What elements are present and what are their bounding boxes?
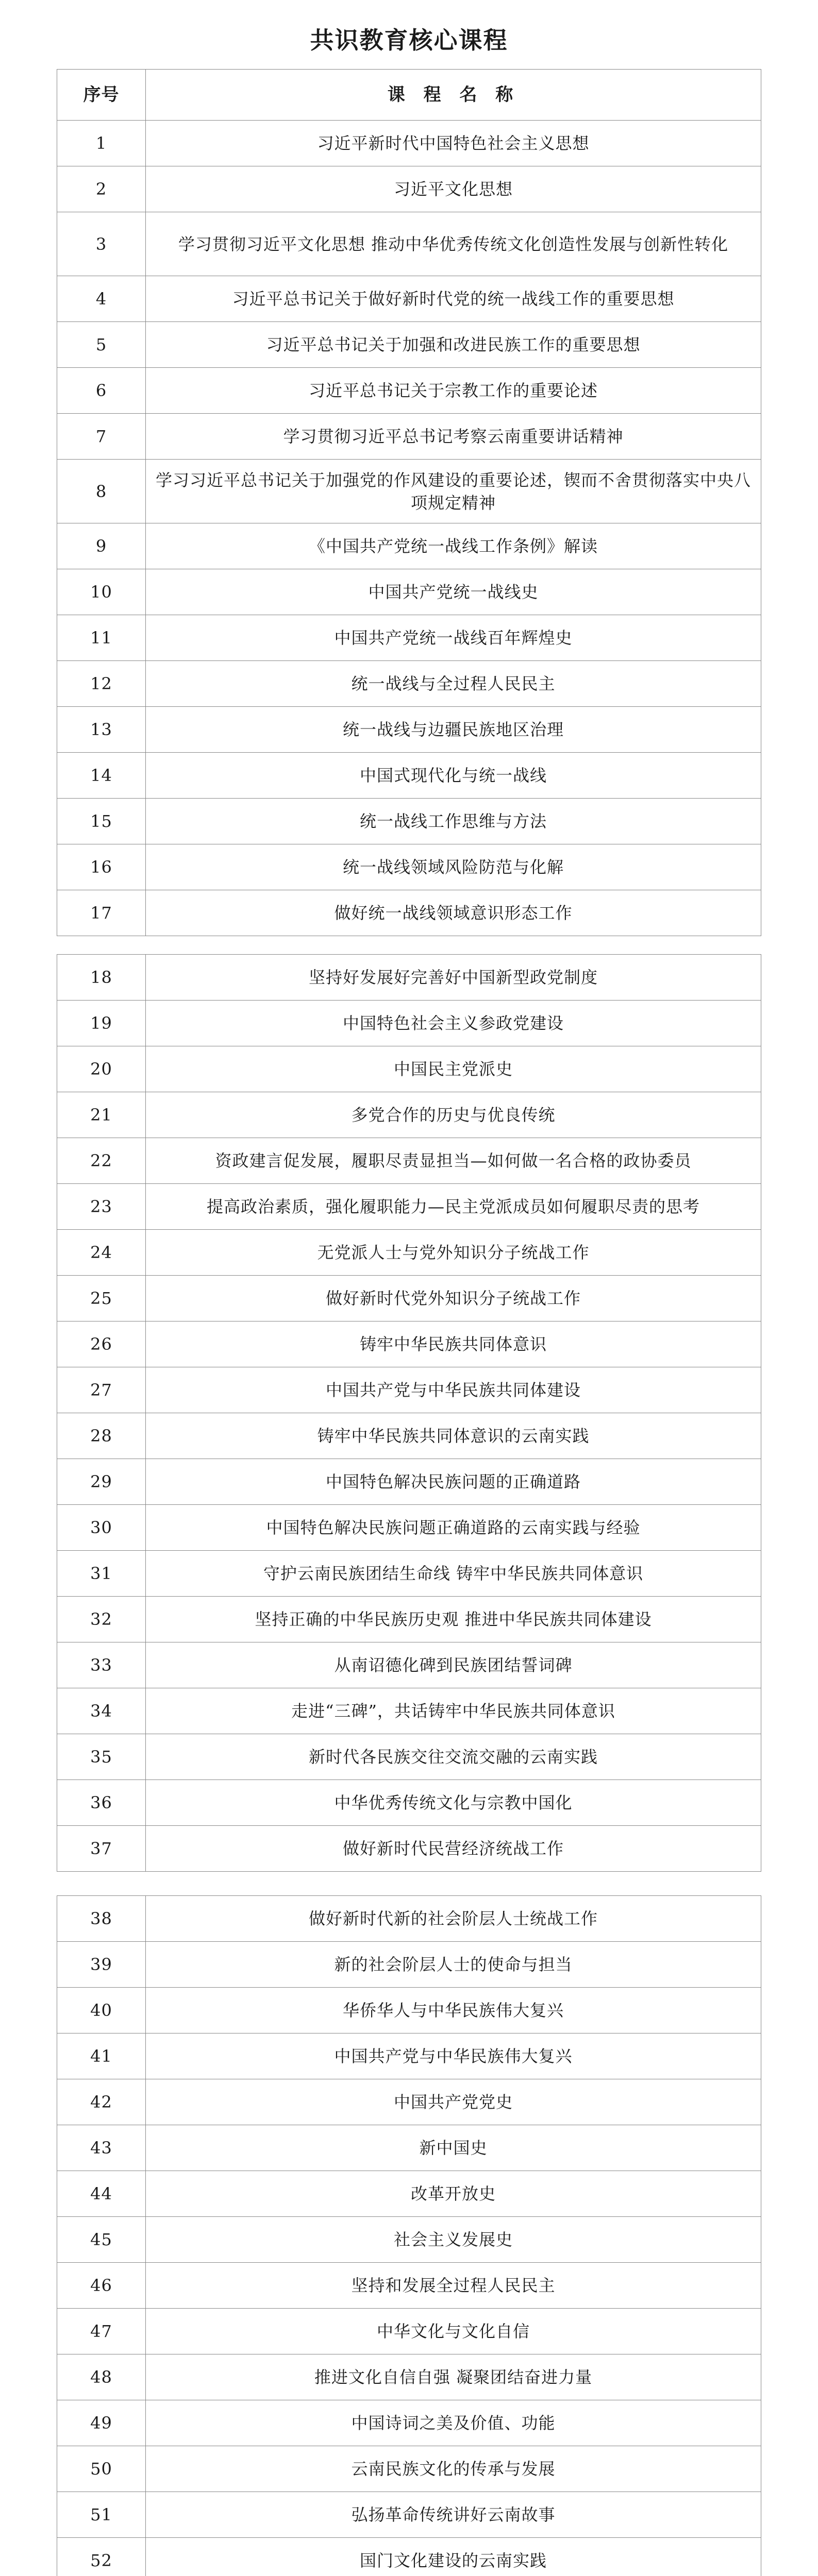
- table-row: [57, 1551, 761, 1597]
- table-row: [57, 1988, 761, 2033]
- course-name: 铸牢中华民族共同体意识: [146, 1321, 761, 1367]
- course-number: 18: [57, 955, 146, 1001]
- course-table-part-3: [57, 1895, 761, 2576]
- course-name: 中华文化与文化自信: [146, 2309, 761, 2354]
- course-number: 35: [57, 1734, 146, 1780]
- course-name: 国门文化建设的云南实践: [146, 2538, 761, 2576]
- table-row: [57, 1367, 761, 1413]
- course-number: 7: [57, 414, 146, 460]
- table-row: [57, 1942, 761, 1988]
- table-row: [57, 2125, 761, 2171]
- course-number: 15: [57, 799, 146, 844]
- table-row: [57, 460, 761, 523]
- course-number: 51: [57, 2492, 146, 2538]
- course-number: 21: [57, 1092, 146, 1138]
- table-row: [57, 322, 761, 368]
- table-row: [57, 1780, 761, 1826]
- table-row: [57, 890, 761, 936]
- table-row: [57, 1688, 761, 1734]
- course-number: 33: [57, 1642, 146, 1688]
- course-name: 习近平总书记关于加强和改进民族工作的重要思想: [146, 322, 761, 368]
- course-table-part-2: [57, 954, 761, 1872]
- table-row: [57, 2217, 761, 2263]
- course-name: 坚持好发展好完善好中国新型政党制度: [146, 955, 761, 1001]
- course-name: 中华优秀传统文化与宗教中国化: [146, 1780, 761, 1826]
- table-row: [57, 1092, 761, 1138]
- course-name: 坚持和发展全过程人民民主: [146, 2263, 761, 2309]
- table-row: [57, 2492, 761, 2538]
- course-number: 24: [57, 1230, 146, 1276]
- header-number: 序号: [57, 70, 146, 121]
- table-row: [57, 523, 761, 569]
- course-number: 47: [57, 2309, 146, 2354]
- table-row: [57, 799, 761, 844]
- table-row: [57, 2263, 761, 2309]
- table-row: [57, 707, 761, 753]
- course-name: 学习贯彻习近平文化思想 推动中华优秀传统文化创造性发展与创新性转化: [146, 212, 761, 276]
- course-number: 6: [57, 368, 146, 414]
- course-name: 坚持正确的中华民族历史观 推进中华民族共同体建设: [146, 1597, 761, 1642]
- table-row: [57, 2538, 761, 2576]
- table-row: [57, 1896, 761, 1942]
- table-row: [57, 1138, 761, 1184]
- table-row: [57, 2309, 761, 2354]
- course-name: 中国共产党统一战线史: [146, 569, 761, 615]
- course-number: 8: [57, 460, 146, 523]
- table-row: [57, 844, 761, 890]
- course-number: 38: [57, 1896, 146, 1942]
- course-name: 中国共产党与中华民族共同体建设: [146, 1367, 761, 1413]
- course-name: 无党派人士与党外知识分子统战工作: [146, 1230, 761, 1276]
- course-name: 《中国共产党统一战线工作条例》解读: [146, 523, 761, 569]
- table-row: [57, 1184, 761, 1230]
- course-name: 学习贯彻习近平总书记考察云南重要讲话精神: [146, 414, 761, 460]
- course-number: 34: [57, 1688, 146, 1734]
- course-number: 10: [57, 569, 146, 615]
- course-name: 习近平新时代中国特色社会主义思想: [146, 121, 761, 166]
- course-name: 中国特色社会主义参政党建设: [146, 1001, 761, 1046]
- table-row: [57, 1826, 761, 1872]
- course-name: 学习习近平总书记关于加强党的作风建设的重要论述，锲而不舍贯彻落实中央八项规定精神: [146, 460, 761, 523]
- table-row: [57, 661, 761, 707]
- table-row: [57, 1459, 761, 1505]
- course-name: 中国民主党派史: [146, 1046, 761, 1092]
- course-name: 多党合作的历史与优良传统: [146, 1092, 761, 1138]
- table-row: [57, 1413, 761, 1459]
- course-table-body-3: [57, 1896, 761, 2576]
- course-name: 中国特色解决民族问题正确道路的云南实践与经验: [146, 1505, 761, 1551]
- course-name: 华侨华人与中华民族伟大复兴: [146, 1988, 761, 2033]
- course-number: 26: [57, 1321, 146, 1367]
- course-number: 2: [57, 166, 146, 212]
- course-number: 3: [57, 212, 146, 276]
- course-number: 22: [57, 1138, 146, 1184]
- course-name: 做好统一战线领域意识形态工作: [146, 890, 761, 936]
- course-name: 社会主义发展史: [146, 2217, 761, 2263]
- course-name: 提高政治素质，强化履职能力—民主党派成员如何履职尽责的思考: [146, 1184, 761, 1230]
- course-number: 31: [57, 1551, 146, 1597]
- course-number: 4: [57, 276, 146, 322]
- course-name: 新时代各民族交往交流交融的云南实践: [146, 1734, 761, 1780]
- course-number: 30: [57, 1505, 146, 1551]
- course-number: 52: [57, 2538, 146, 2576]
- course-name: 守护云南民族团结生命线 铸牢中华民族共同体意识: [146, 1551, 761, 1597]
- course-table-body-2: [57, 955, 761, 1872]
- table-row: [57, 121, 761, 166]
- course-name: 统一战线领域风险防范与化解: [146, 844, 761, 890]
- table-row: [57, 2171, 761, 2217]
- course-number: 42: [57, 2079, 146, 2125]
- table-header-row: [57, 70, 761, 121]
- course-name: 新中国史: [146, 2125, 761, 2171]
- course-name: 统一战线工作思维与方法: [146, 799, 761, 844]
- table-row: [57, 1734, 761, 1780]
- table-row: [57, 569, 761, 615]
- course-name: 新的社会阶层人士的使命与担当: [146, 1942, 761, 1988]
- course-number: 12: [57, 661, 146, 707]
- course-number: 1: [57, 121, 146, 166]
- table-row: [57, 2446, 761, 2492]
- course-name: 云南民族文化的传承与发展: [146, 2446, 761, 2492]
- table-row: [57, 1001, 761, 1046]
- table-row: [57, 753, 761, 799]
- course-number: 9: [57, 523, 146, 569]
- course-name: 中国共产党党史: [146, 2079, 761, 2125]
- course-name: 铸牢中华民族共同体意识的云南实践: [146, 1413, 761, 1459]
- course-name: 中国特色解决民族问题的正确道路: [146, 1459, 761, 1505]
- table-row: [57, 212, 761, 276]
- course-number: 20: [57, 1046, 146, 1092]
- course-table-part-1: [57, 69, 761, 936]
- course-name: 统一战线与全过程人民民主: [146, 661, 761, 707]
- course-number: 25: [57, 1276, 146, 1321]
- table-row: [57, 368, 761, 414]
- course-name: 中国共产党与中华民族伟大复兴: [146, 2033, 761, 2079]
- course-name: 改革开放史: [146, 2171, 761, 2217]
- course-name: 中国诗词之美及价值、功能: [146, 2400, 761, 2446]
- course-name: 走进“三碑”，共话铸牢中华民族共同体意识: [146, 1688, 761, 1734]
- course-name: 做好新时代新的社会阶层人士统战工作: [146, 1896, 761, 1942]
- table-row: [57, 166, 761, 212]
- course-table-body-1: [57, 70, 761, 936]
- table-row: [57, 955, 761, 1001]
- table-row: [57, 1642, 761, 1688]
- table-row: [57, 2400, 761, 2446]
- course-number: 17: [57, 890, 146, 936]
- table-row: [57, 2079, 761, 2125]
- course-name: 统一战线与边疆民族地区治理: [146, 707, 761, 753]
- course-number: 44: [57, 2171, 146, 2217]
- table-row: [57, 1230, 761, 1276]
- course-number: 14: [57, 753, 146, 799]
- course-number: 23: [57, 1184, 146, 1230]
- course-name: 习近平总书记关于做好新时代党的统一战线工作的重要思想: [146, 276, 761, 322]
- table-row: [57, 414, 761, 460]
- course-number: 40: [57, 1988, 146, 2033]
- course-number: 37: [57, 1826, 146, 1872]
- course-number: 5: [57, 322, 146, 368]
- course-name: 从南诏德化碑到民族团结誓词碑: [146, 1642, 761, 1688]
- course-name: 中国共产党统一战线百年辉煌史: [146, 615, 761, 661]
- course-number: 45: [57, 2217, 146, 2263]
- table-row: [57, 615, 761, 661]
- table-row: [57, 1321, 761, 1367]
- course-name: 弘扬革命传统讲好云南故事: [146, 2492, 761, 2538]
- course-number: 32: [57, 1597, 146, 1642]
- course-number: 41: [57, 2033, 146, 2079]
- course-name: 习近平文化思想: [146, 166, 761, 212]
- table-row: [57, 1597, 761, 1642]
- course-name: 中国式现代化与统一战线: [146, 753, 761, 799]
- header-course-name: 课 程 名 称: [146, 70, 761, 121]
- course-number: 27: [57, 1367, 146, 1413]
- course-number: 36: [57, 1780, 146, 1826]
- course-name: 推进文化自信自强 凝聚团结奋进力量: [146, 2354, 761, 2400]
- course-name: 习近平总书记关于宗教工作的重要论述: [146, 368, 761, 414]
- course-number: 43: [57, 2125, 146, 2171]
- table-row: [57, 2354, 761, 2400]
- course-number: 13: [57, 707, 146, 753]
- table-row: [57, 1276, 761, 1321]
- document-title: 共识教育核心课程: [310, 26, 508, 54]
- course-name: 资政建言促发展，履职尽责显担当—如何做一名合格的政协委员: [146, 1138, 761, 1184]
- course-number: 49: [57, 2400, 146, 2446]
- course-name: 做好新时代民营经济统战工作: [146, 1826, 761, 1872]
- course-name: 做好新时代党外知识分子统战工作: [146, 1276, 761, 1321]
- course-number: 28: [57, 1413, 146, 1459]
- course-number: 19: [57, 1001, 146, 1046]
- course-number: 39: [57, 1942, 146, 1988]
- course-number: 48: [57, 2354, 146, 2400]
- course-number: 50: [57, 2446, 146, 2492]
- table-row: [57, 2033, 761, 2079]
- table-row: [57, 1046, 761, 1092]
- course-number: 29: [57, 1459, 146, 1505]
- course-number: 11: [57, 615, 146, 661]
- table-row: [57, 1505, 761, 1551]
- course-number: 46: [57, 2263, 146, 2309]
- table-row: [57, 276, 761, 322]
- course-number: 16: [57, 844, 146, 890]
